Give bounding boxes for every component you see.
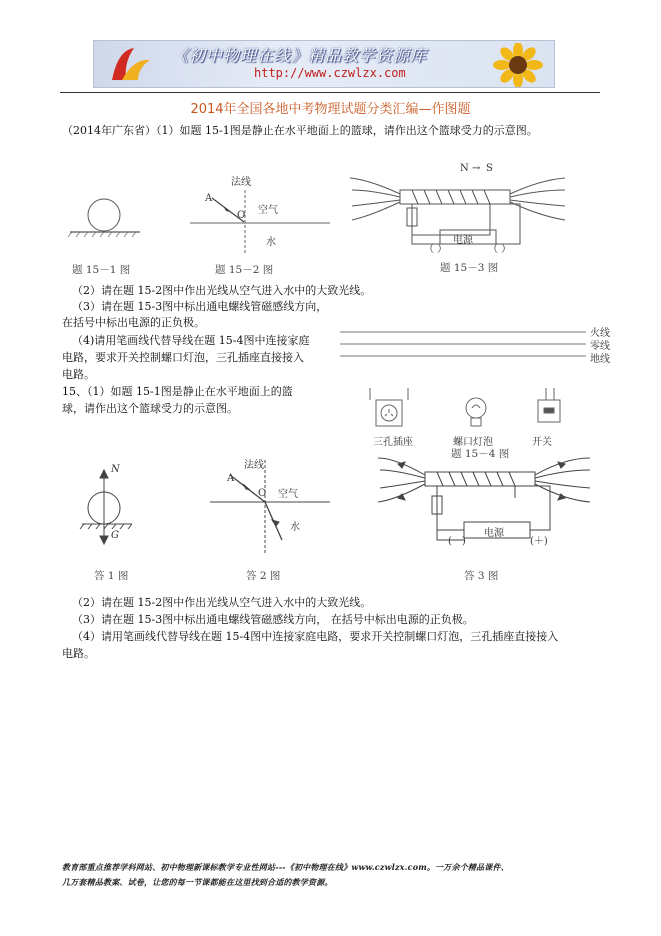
label-water-q: 水 bbox=[266, 237, 276, 248]
q4-text-c: 电路。 bbox=[62, 368, 95, 381]
label-n-pole: N bbox=[460, 163, 469, 174]
label-switch: 开关 bbox=[532, 437, 552, 448]
caption-15-2: 题 15－2 图 bbox=[215, 264, 274, 276]
q3-text-b: 在括号中标出电源的正负极。 bbox=[62, 316, 205, 329]
label-paren-left: （ ） bbox=[424, 244, 448, 255]
q15-text-a: 15、（1）如题 15-1图是静止在水平地面上的篮 bbox=[62, 385, 293, 398]
answer-label-n: N bbox=[111, 464, 120, 475]
footer-line-1: 教育部重点推荐学科网站、初中物理新课标教学专业性网站---《初中物理在线》www.czwlzx.com。一万余个精品课件、 bbox=[62, 862, 509, 872]
label-neutral-wire: 零线 bbox=[590, 341, 610, 352]
bulb-icon bbox=[466, 398, 486, 426]
answer-caption-1: 答 1 图 bbox=[94, 570, 129, 582]
answer-figures bbox=[60, 440, 620, 590]
answer-label-a: A bbox=[227, 473, 235, 484]
answer-caption-3: 答 3 图 bbox=[464, 570, 499, 582]
footer-line-2: 几万套精品教案、试卷，让您的每一节课都能在这里找到合适的教学资源。 bbox=[62, 877, 333, 887]
label-air-q: 空气 bbox=[258, 205, 278, 216]
q15-text-b: 球，请作出这个篮球受力的示意图。 bbox=[62, 402, 238, 415]
banner-title: 《初中物理在线》精品教学资源库 bbox=[172, 46, 428, 65]
r4-text-b: 电路。 bbox=[62, 647, 95, 660]
label-paren-right: （ ） bbox=[488, 244, 512, 255]
label-live-wire: 火线 bbox=[590, 328, 610, 339]
caption-15-4: 题 15－4 图 bbox=[451, 448, 510, 460]
header-banner bbox=[93, 40, 555, 88]
answer-label-power: 电源 bbox=[484, 528, 504, 539]
label-power-q: 电源 bbox=[453, 235, 473, 246]
label-ground-wire: 地线 bbox=[590, 354, 610, 365]
answer-label-plus: (＋) bbox=[530, 536, 548, 547]
q4-text-a: （4)请用笔画线代替导线在题 15-4图中连接家庭 bbox=[72, 334, 310, 347]
caption-15-1: 题 15－1 图 bbox=[72, 264, 131, 276]
answer-caption-2: 答 2 图 bbox=[246, 570, 281, 582]
r3-text: （3）请在题 15-3图中标出通电螺线管磁感线方向， 在括号中标出电源的正负极。 bbox=[72, 613, 474, 626]
label-a-q: A bbox=[205, 193, 213, 204]
label-socket: 三孔插座 bbox=[373, 437, 413, 448]
answer-label-air: 空气 bbox=[278, 489, 298, 500]
banner-url[interactable]: http://www.czwlzx.com bbox=[254, 66, 406, 80]
caption-15-3: 题 15－3 图 bbox=[440, 262, 499, 274]
answer-label-water: 水 bbox=[290, 522, 300, 533]
socket-icon bbox=[370, 388, 408, 426]
answer-label-o: O bbox=[258, 488, 267, 499]
label-bulb: 螺口灯泡 bbox=[453, 437, 493, 448]
figure-15-4 bbox=[366, 386, 576, 436]
switch-icon bbox=[538, 388, 560, 422]
label-o-q: O bbox=[237, 210, 246, 221]
household-wires bbox=[338, 322, 588, 366]
answer-label-minus: (－) bbox=[448, 536, 466, 547]
label-pole-arrow: → bbox=[472, 163, 481, 174]
question-figures bbox=[60, 160, 620, 280]
sunflower-icon bbox=[488, 43, 548, 87]
q4-text-b: 电路，要求开关控制螺口灯泡，三孔插座直接接入 bbox=[62, 351, 304, 364]
r2-text: （2）请在题 15-2图中作出光线从空气进入水中的大致光线。 bbox=[72, 596, 372, 609]
label-s-pole: S bbox=[486, 163, 493, 174]
answer-label-g: G bbox=[111, 530, 119, 541]
r4-text-a: （4）请用笔画线代替导线在题 15-4图中连接家庭电路，要求开关控制螺口灯泡，三孔插座直接接入 bbox=[72, 630, 559, 643]
label-normal-q: 法线 bbox=[231, 177, 251, 188]
header-rule bbox=[60, 92, 600, 93]
page-title: 2014年全国各地中考物理试题分类汇编—作图题 bbox=[190, 102, 471, 117]
figure-15-1 bbox=[68, 199, 140, 237]
q2-text: （2）请在题 15-2图中作出光线从空气进入水中的大致光线。 bbox=[72, 284, 372, 297]
q1-intro: （2014年广东省）（1）如题 15-1图是静止在水平地面上的篮球，请作出这个篮球受力的示意图。 bbox=[62, 124, 538, 137]
answer-label-normal: 法线 bbox=[244, 460, 264, 471]
answer-figure-1 bbox=[80, 470, 132, 544]
site-logo-icon bbox=[104, 44, 154, 84]
q3-text-a: （3）请在题 15-3图中标出通电螺线管磁感线方向， bbox=[72, 300, 328, 313]
